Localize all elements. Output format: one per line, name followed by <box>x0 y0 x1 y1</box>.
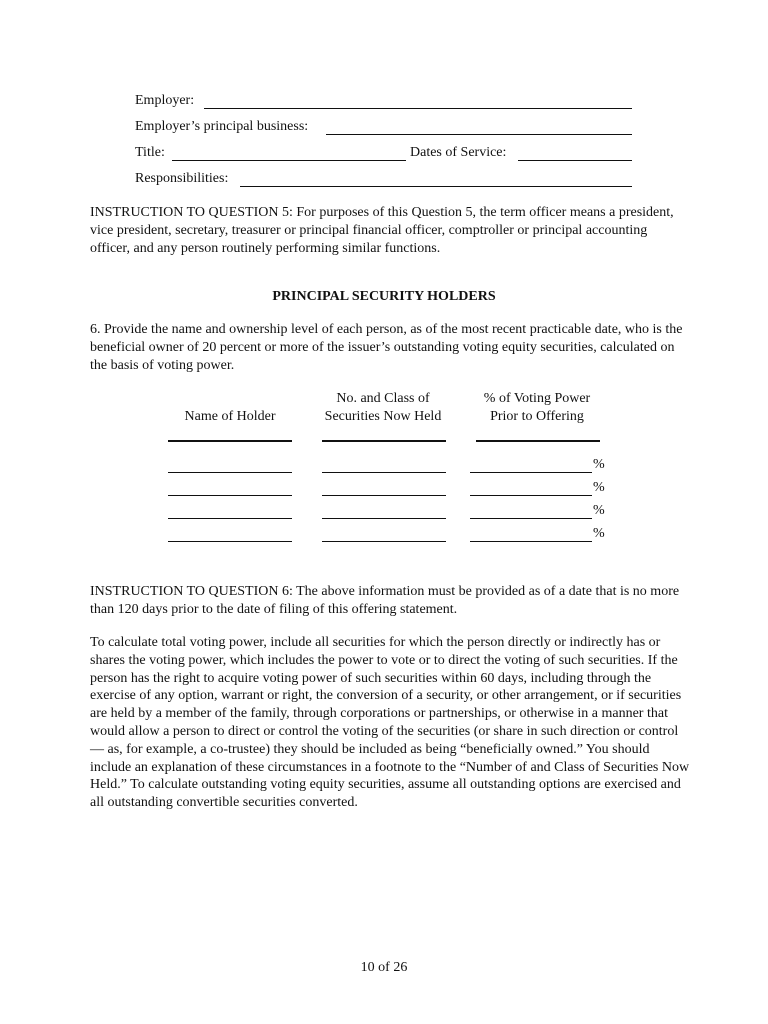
responsibilities-label: Responsibilities: <box>135 171 229 186</box>
securities-held-field[interactable] <box>322 518 446 519</box>
securities-held-field[interactable] <box>322 495 446 496</box>
percent-sign: % <box>593 526 605 541</box>
header-rule-name <box>168 440 292 442</box>
employer-input-line[interactable] <box>204 108 632 109</box>
securities-held-field[interactable] <box>322 541 446 542</box>
instruction-question-6: INSTRUCTION TO QUESTION 6: The above information must be provided as of a date that is no more than 120 days prior to the date of filing of this offering statement. <box>90 584 680 617</box>
question-6: 6. Provide the name and ownership level of each person, as of the most recent practicable date, who is the beneficial owner of 20 percent or more of the issuer’s outstanding voting equity securities, calculated on the basis of voting power. <box>90 322 683 373</box>
voting-power-field[interactable] <box>470 472 592 473</box>
page-number: 10 of 26 <box>360 960 408 975</box>
employer-label: Employer: <box>135 93 195 108</box>
percent-sign: % <box>593 503 605 518</box>
voting-power-field[interactable] <box>470 541 592 542</box>
column-header-securities-line2: Securities Now Held <box>324 409 442 424</box>
column-header-securities-line1: No. and Class of <box>336 391 430 406</box>
principal-business-input-line[interactable] <box>326 134 632 135</box>
title-input-line[interactable] <box>172 160 406 161</box>
holder-name-field[interactable] <box>168 518 292 519</box>
column-header-voting-power-line2: Prior to Offering <box>490 409 584 424</box>
header-rule-securities <box>322 440 446 442</box>
securities-held-field[interactable] <box>322 472 446 473</box>
percent-sign: % <box>593 480 605 495</box>
holder-name-field[interactable] <box>168 472 292 473</box>
holder-name-field[interactable] <box>168 541 292 542</box>
principal-business-label: Employer’s principal business: <box>135 119 309 134</box>
voting-power-paragraph: To calculate total voting power, include all securities for which the person directly or indirectly has or shares the voting power, which includes the power to vote or to direct the voting of such securities. If the person has the right to acquire voting power of such securities within 60 days, including through the exercise of any option, warrant or right, the conversion of a security, or other arrangement, or if securities are held by a member of the family, through corporations or partnerships, or otherwise in a manner that would allow a person to direct or control the voting of the securities (or share in such direction or control — as, for example, a co-trustee) they should be included as being “beneficially owned.” You should include an explanation of these circumstances in a footnote to the “Number of and Class of Securities Now Held.” To calculate outstanding voting equity securities, assume all outstanding options are exercised and all outstanding convertible securities converted. <box>90 635 690 811</box>
section-heading: PRINCIPAL SECURITY HOLDERS <box>272 289 496 304</box>
voting-power-field[interactable] <box>470 518 592 519</box>
dates-of-service-input-line[interactable] <box>518 160 632 161</box>
header-rule-voting-power <box>476 440 600 442</box>
column-header-name-of-holder: Name of Holder <box>184 409 276 424</box>
column-header-voting-power-line1: % of Voting Power <box>483 391 591 406</box>
percent-sign: % <box>593 457 605 472</box>
instruction-question-5: INSTRUCTION TO QUESTION 5: For purposes of this Question 5, the term officer means a president, vice president, secretary, treasurer or principal financial officer, comptroller or principal accounting officer, and any person routinely performing similar functions. <box>90 205 674 256</box>
responsibilities-input-line[interactable] <box>240 186 632 187</box>
title-label: Title: <box>135 145 165 160</box>
dates-of-service-label: Dates of Service: <box>410 145 507 160</box>
voting-power-field[interactable] <box>470 495 592 496</box>
holder-name-field[interactable] <box>168 495 292 496</box>
